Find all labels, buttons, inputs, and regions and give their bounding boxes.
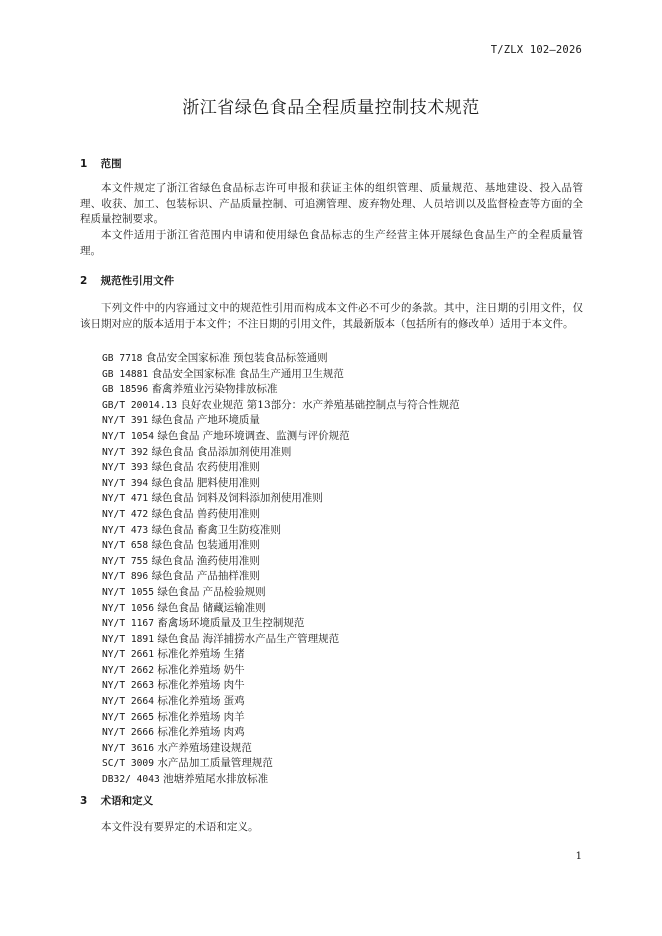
- reference-title: 水产养殖场建设规范: [157, 741, 252, 754]
- reference-title: 绿色食品 海洋捕捞水产品生产管理规范: [157, 632, 340, 645]
- reference-title: 池塘养殖尾水排放标准: [163, 773, 269, 786]
- reference-code: NY/T 2664: [102, 696, 154, 708]
- reference-title: 绿色食品 饲料及饲料添加剂使用准则: [151, 492, 323, 505]
- reference-title: 标准化养殖场 肉牛: [157, 679, 245, 692]
- reference-item: [102, 429, 572, 445]
- reference-code: NY/T 2666: [102, 727, 154, 739]
- reference-item: [102, 601, 572, 617]
- reference-code: NY/T 2663: [102, 680, 154, 692]
- reference-code: GB/T 20014.13: [102, 399, 178, 411]
- reference-item: [102, 772, 572, 788]
- reference-item: [102, 382, 572, 398]
- reference-title: 绿色食品 肥料使用准则: [151, 476, 260, 489]
- reference-title: 绿色食品 渔药使用准则: [151, 554, 260, 567]
- reference-title: 标准化养殖场 肉鸡: [157, 726, 245, 739]
- document-code: T/ZLX 102—2026: [490, 44, 582, 56]
- section-title: 术语和定义: [100, 795, 154, 807]
- reference-code: GB 7718: [102, 353, 143, 364]
- reference-item: [102, 569, 572, 585]
- reference-item: [102, 351, 572, 367]
- reference-code: NY/T 3616: [102, 742, 154, 754]
- reference-code: NY/T 658: [102, 540, 149, 552]
- reference-item: [102, 756, 572, 772]
- reference-title: 绿色食品 产品抽样准则: [151, 570, 260, 583]
- reference-item: [102, 616, 572, 632]
- reference-title: 标准化养殖场 生猪: [157, 648, 245, 661]
- reference-item: [102, 491, 572, 507]
- reference-title: 绿色食品 食品添加剂使用准则: [151, 445, 292, 458]
- reference-item: [102, 413, 572, 429]
- section-heading-terms-definitions: [80, 793, 153, 808]
- section-heading-scope: [80, 156, 122, 171]
- reference-code: NY/T 472: [102, 508, 149, 520]
- reference-title: 良好农业规范 第13部分：水产养殖基础控制点与符合性规范: [180, 398, 460, 411]
- reference-code: DB32/ 4043: [102, 774, 160, 786]
- reference-item: [102, 367, 572, 383]
- reference-title: 标准化养殖场 奶牛: [157, 663, 245, 676]
- reference-title: 绿色食品 畜禽卫生防疫准则: [151, 523, 281, 536]
- reference-code: GB 18596: [102, 384, 149, 396]
- reference-item: [102, 678, 572, 694]
- reference-title: 标准化养殖场 蛋鸡: [157, 695, 245, 708]
- reference-item: [102, 725, 572, 741]
- reference-item: [102, 663, 572, 679]
- document-title: 浙江省绿色食品全程质量控制技术规范: [182, 98, 480, 118]
- reference-code: NY/T 2661: [102, 649, 154, 661]
- section-title: 范围: [100, 158, 122, 170]
- reference-item: [102, 476, 572, 492]
- reference-item: [102, 694, 572, 710]
- section-title: 规范性引用文件: [100, 275, 175, 287]
- reference-item: [102, 554, 572, 570]
- section-heading-normative-references: [80, 273, 174, 288]
- section-number: 3: [80, 795, 88, 807]
- reference-item: [102, 632, 572, 648]
- reference-item: [102, 647, 572, 663]
- reference-code: NY/T 755: [102, 555, 149, 567]
- reference-code: NY/T 393: [102, 462, 149, 474]
- reference-title: 标准化养殖场 肉羊: [157, 710, 245, 723]
- reference-list: [102, 351, 572, 788]
- reference-code: NY/T 2662: [102, 664, 154, 676]
- reference-title: 绿色食品 产地环境调查、监测与评价规范: [157, 429, 350, 442]
- reference-item: [102, 538, 572, 554]
- reference-title: 绿色食品 包装通用准则: [151, 539, 260, 552]
- reference-item: [102, 523, 572, 539]
- reference-code: NY/T 1891: [102, 633, 154, 645]
- reference-code: NY/T 2665: [102, 711, 154, 723]
- reference-item: [102, 585, 572, 601]
- section-number: 2: [80, 275, 88, 287]
- reference-code: NY/T 391: [102, 415, 149, 427]
- reference-code: NY/T 392: [102, 446, 149, 458]
- reference-code: NY/T 1055: [102, 586, 154, 598]
- reference-item: [102, 710, 572, 726]
- section-number: 1: [80, 158, 88, 170]
- reference-code: NY/T 394: [102, 477, 149, 489]
- reference-item: [102, 398, 572, 414]
- reference-code: NY/T 473: [102, 524, 149, 536]
- paragraph: 本文件规定了浙江省绿色食品标志许可申报和获证主体的组织管理、质量规范、基地建设、投入品管理、收获、加工、包装标识、产品质量控制、可追溯管理、废弃物处理、人员培训以及监督检查等方面的全程质量控制要求。: [80, 182, 583, 225]
- reference-title: 畜禽场环境质量及卫生控制规范: [157, 617, 305, 630]
- reference-title: 绿色食品 农药使用准则: [151, 461, 260, 474]
- reference-title: 绿色食品 产地环境质量: [151, 414, 260, 427]
- reference-title: 食品安全国家标准 食品生产通用卫生规范: [151, 367, 344, 380]
- reference-code: NY/T 1056: [102, 602, 154, 614]
- paragraph: 下列文件中的内容通过文中的规范性引用而构成本文件必不可少的条款。其中，注日期的引用文件，仅该日期对应的版本适用于本文件；不注日期的引用文件，其最新版本（包括所有的修改单）适用于本文件。: [80, 302, 583, 330]
- reference-code: NY/T 1167: [102, 618, 154, 630]
- reference-title: 畜禽养殖业污染物排放标准: [151, 383, 278, 396]
- reference-title: 绿色食品 兽药使用准则: [151, 507, 260, 520]
- page-number: 1: [575, 851, 582, 862]
- reference-code: NY/T 471: [102, 493, 149, 505]
- reference-item: [102, 445, 572, 461]
- reference-title: 绿色食品 储藏运输准则: [157, 601, 266, 614]
- reference-item: [102, 741, 572, 757]
- paragraph: 本文件没有要界定的术语和定义。: [101, 821, 259, 833]
- reference-title: 绿色食品 产品检验规则: [157, 585, 266, 598]
- paragraph: 本文件适用于浙江省范围内申请和使用绿色食品标志的生产经营主体开展绿色食品生产的全程质量管理。: [80, 229, 583, 257]
- reference-code: SC/T 3009: [102, 758, 154, 770]
- reference-code: NY/T 896: [102, 571, 149, 583]
- reference-item: [102, 460, 572, 476]
- reference-code: NY/T 1054: [102, 430, 154, 442]
- reference-title: 食品安全国家标准 预包装食品标签通则: [145, 352, 328, 364]
- reference-code: GB 14881: [102, 368, 149, 380]
- reference-item: [102, 507, 572, 523]
- reference-title: 水产品加工质量管理规范: [157, 757, 273, 770]
